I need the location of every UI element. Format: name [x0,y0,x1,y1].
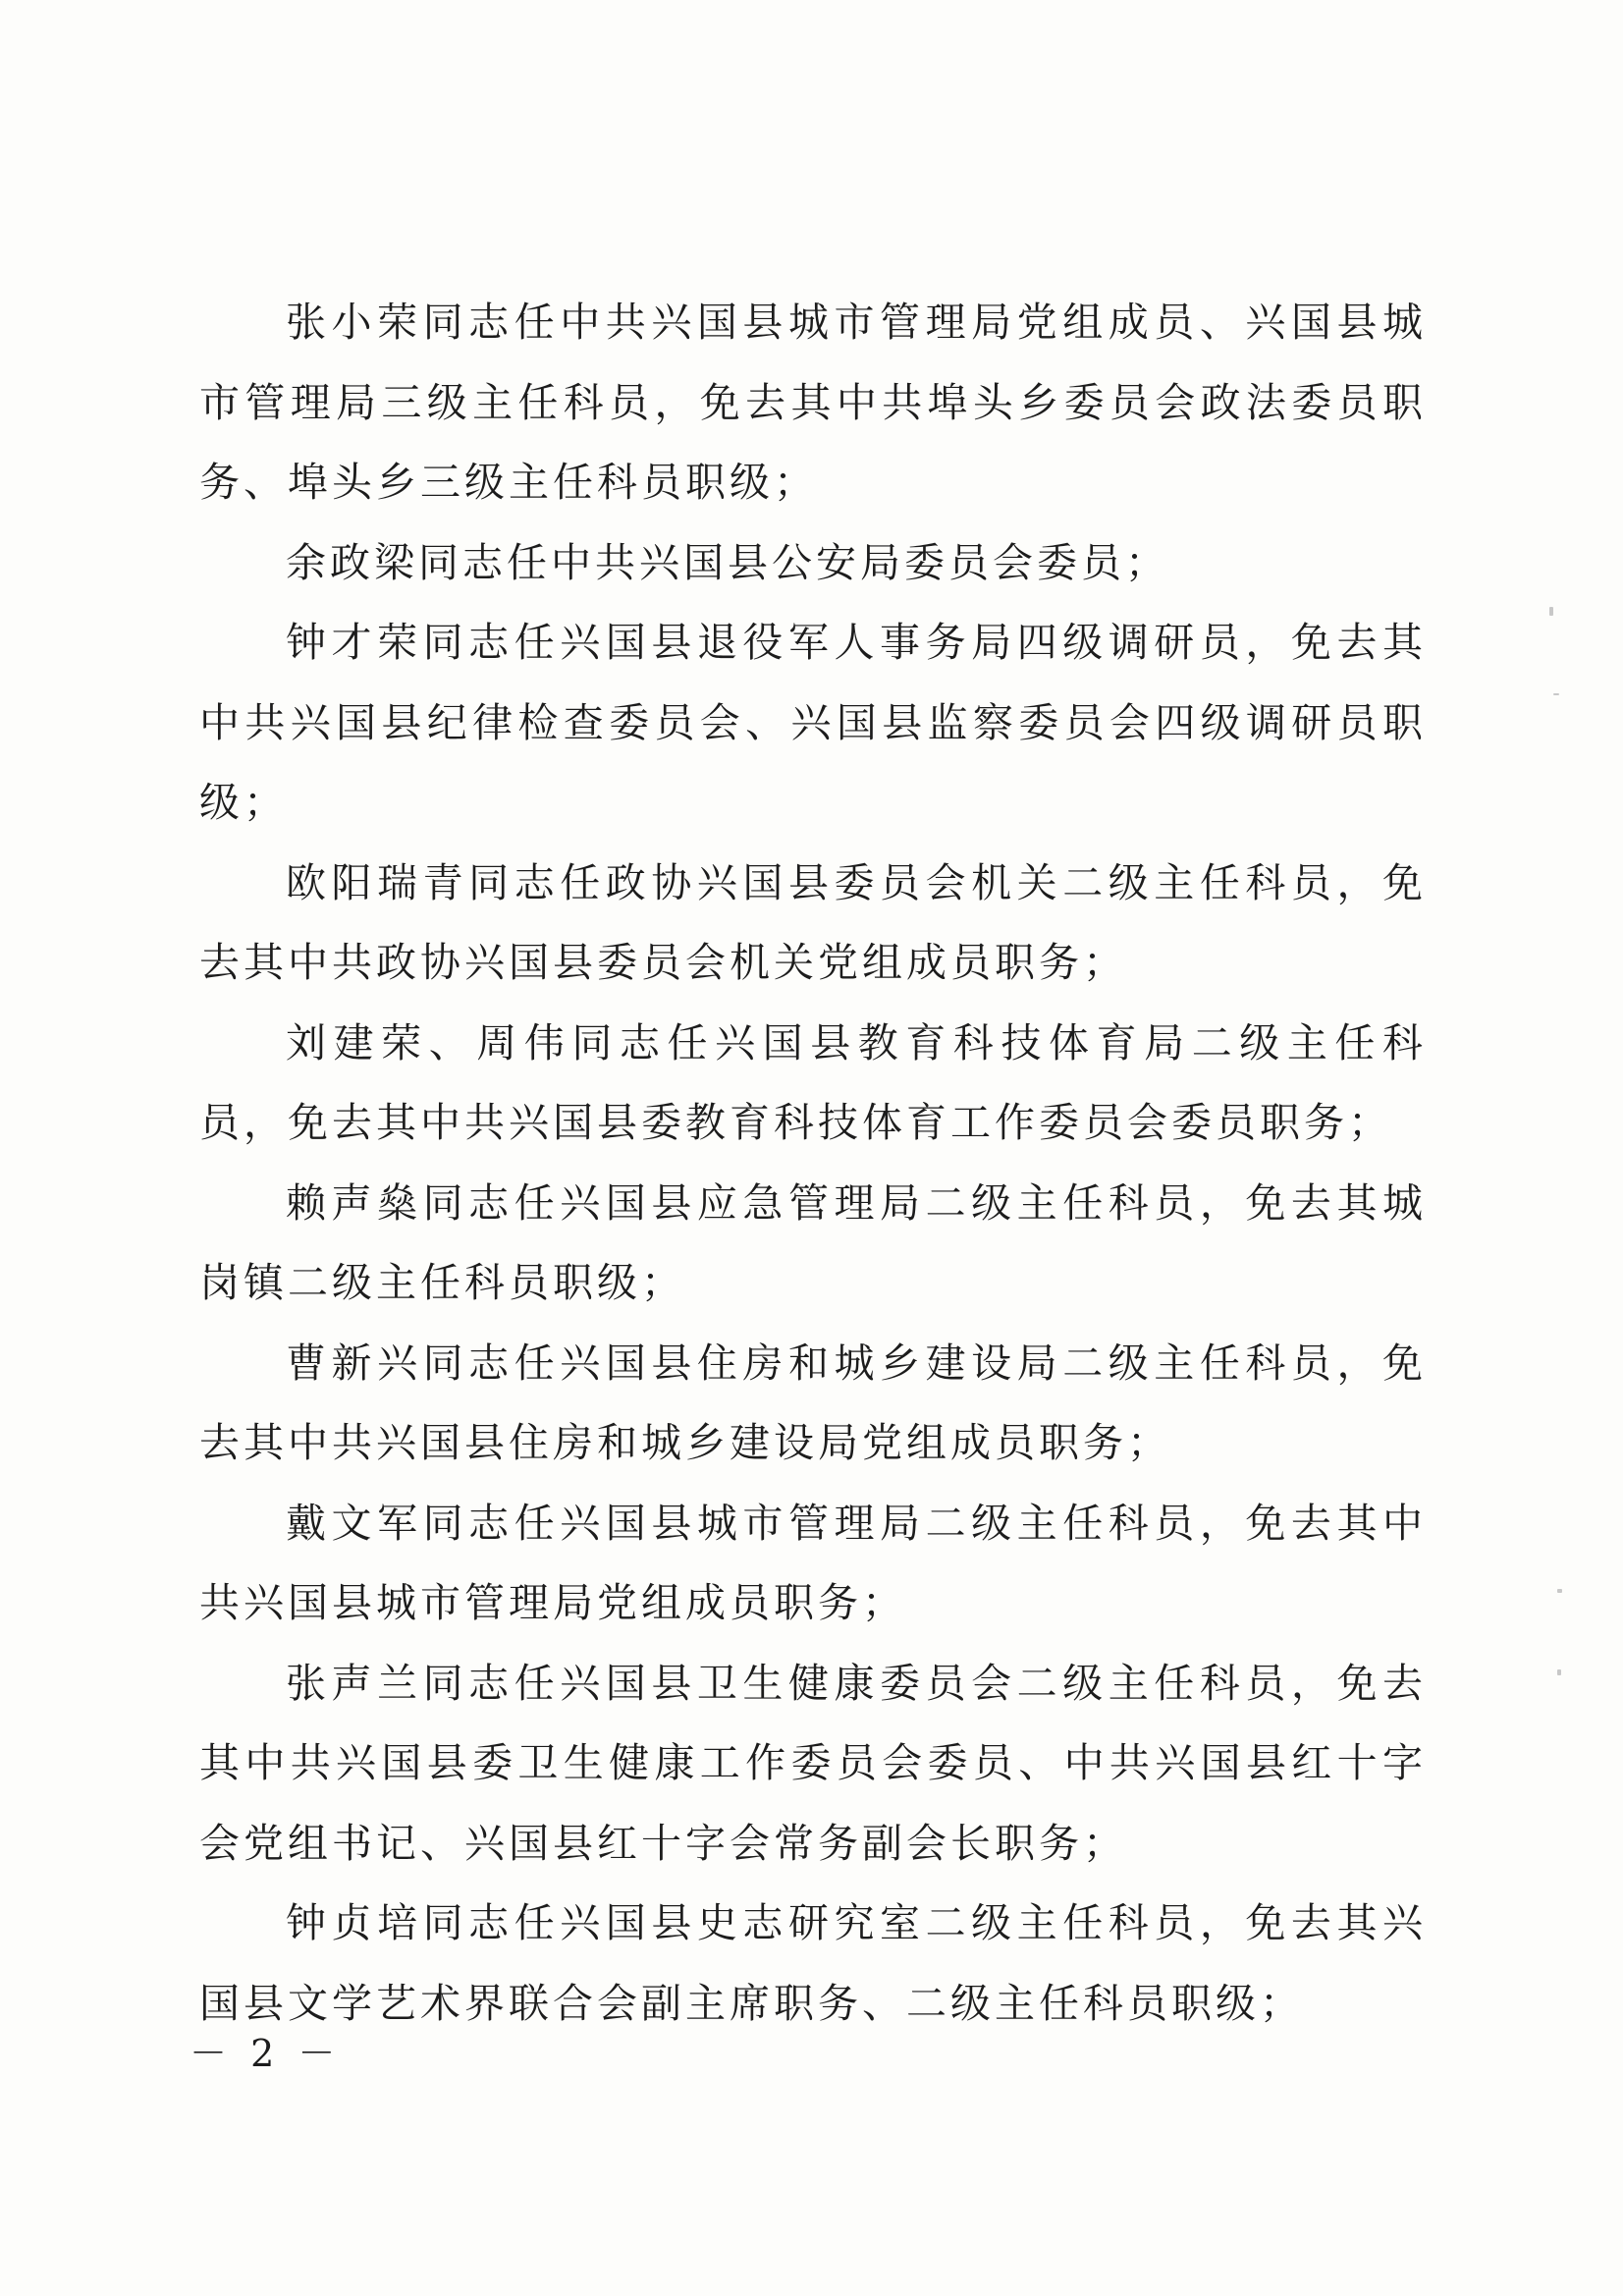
appointment-paragraph-5: 刘建荣、周伟同志任兴国县教育科技体育局二级主任科员，免去其中共兴国县委教育科技体育工作委员会委员职务； [199,1018,1427,1146]
appointment-paragraph-9: 张声兰同志任兴国县卫生健康委员会二级主任科员，免去其中共兴国县委卫生健康工作委员会委员、中共兴国县红十字会党组书记、兴国县红十字会常务副会长职务； [199,1659,1427,1867]
scan-speck [1557,1669,1561,1675]
scan-speck [1553,693,1559,695]
document-body [199,283,1427,2044]
appointment-paragraph-4: 欧阳瑞青同志任政协兴国县委员会机关二级主任科员，免去其中共政协兴国县委员会机关党组成员职务； [199,858,1427,986]
appointment-paragraph-3: 钟才荣同志任兴国县退役军人事务局四级调研员，免去其中共兴国县纪律检查委员会、兴国县监察委员会四级调研员职级； [199,619,1427,826]
page-number: － 2 － [189,2032,342,2075]
scan-speck [1557,1589,1562,1593]
appointment-paragraph-7: 曹新兴同志任兴国县住房和城乡建设局二级主任科员，免去其中共兴国县住房和城乡建设局党组成员职务； [199,1339,1427,1466]
scan-speck [1549,607,1553,616]
appointment-paragraph-10: 钟贞培同志任兴国县史志研究室二级主任科员，免去其兴国县文学艺术界联合会副主席职务、二级主任科员职级； [199,1899,1427,2027]
appointment-paragraph-2: 余政梁同志任中共兴国县公安局委员会委员； [286,538,1169,586]
appointment-paragraph-6: 赖声燊同志任兴国县应急管理局二级主任科员，免去其城岗镇二级主任科员职级； [199,1178,1427,1306]
appointment-paragraph-8: 戴文军同志任兴国县城市管理局二级主任科员，免去其中共兴国县城市管理局党组成员职务； [199,1499,1427,1626]
appointment-paragraph-1: 张小荣同志任中共兴国县城市管理局党组成员、兴国县城市管理局三级主任科员，免去其中共埠头乡委员会政法委员职务、埠头乡三级主任科员职级； [199,299,1427,506]
